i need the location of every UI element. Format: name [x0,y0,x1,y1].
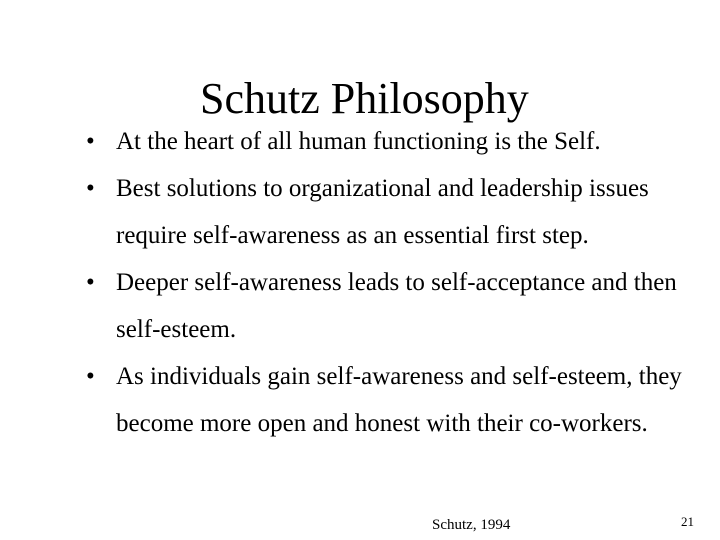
bullet-marker: • [86,128,95,155]
bullet-marker: • [86,363,95,390]
bullet-item [86,118,686,165]
bullet-text: Best solutions to organizational and leadership issues require self-awareness as an essential first step. [116,175,649,249]
citation: Schutz, 1994 [432,517,511,533]
page-number: 21 [681,514,694,529]
bullet-text: As individuals gain self-awareness and self-esteem, they become more open and honest with their co-workers. [116,363,682,437]
bullet-item [86,259,686,353]
bullet-text: Deeper self-awareness leads to self-acceptance and then self-esteem. [116,269,677,343]
bullet-item [86,353,686,447]
bullet-marker: • [86,175,95,202]
bullet-marker: • [86,269,95,296]
slide-title: Schutz Philosophy [200,74,529,123]
bullet-text: At the heart of all human functioning is the Self. [116,128,601,155]
bullet-list [86,118,686,447]
bullet-item [86,165,686,259]
